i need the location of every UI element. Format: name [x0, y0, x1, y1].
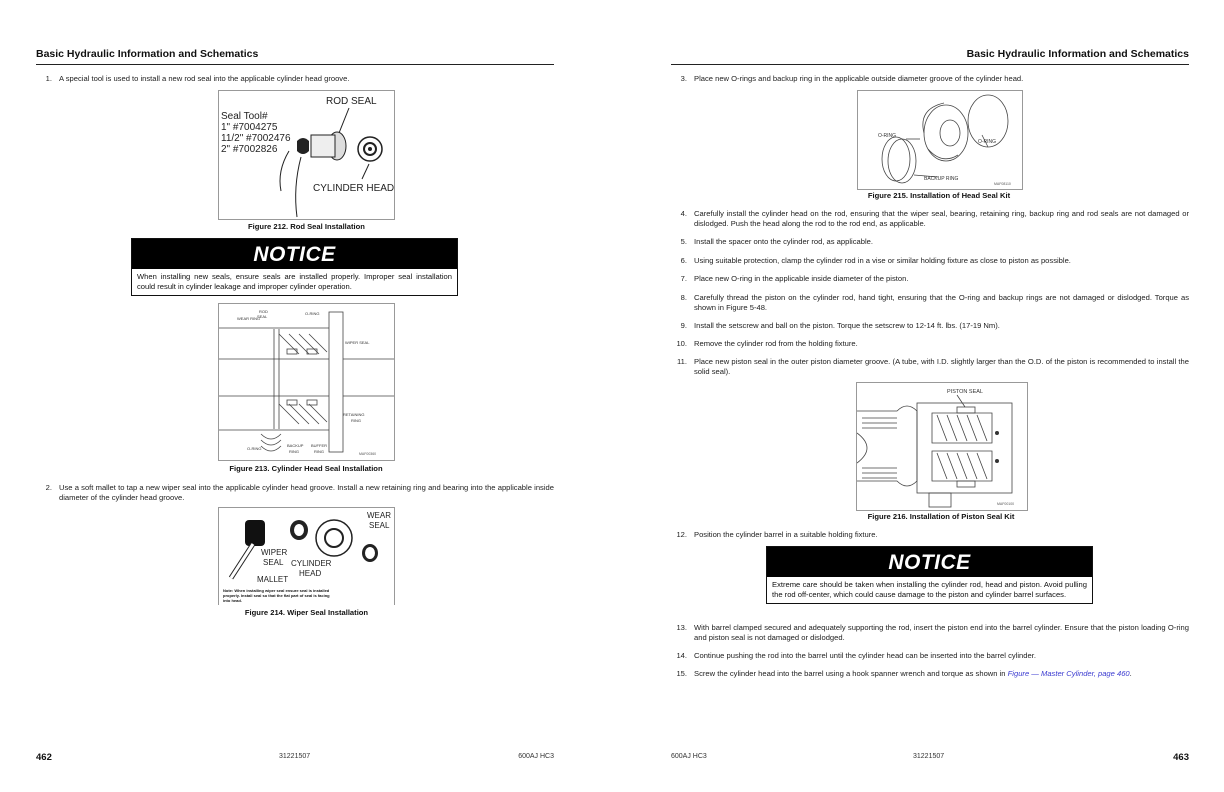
note-line-3: into head.	[223, 598, 242, 603]
label-piston-seal: PISTON SEAL	[947, 389, 983, 395]
label-retaining-ring: RING	[351, 418, 361, 423]
figure-215-caption: Figure 215. Installation of Head Seal Kit	[867, 191, 1011, 200]
step-number: 7.	[680, 274, 687, 283]
label-tool-3: 2" #7002826	[221, 144, 278, 155]
label-o-ring-left: O-RING	[878, 133, 897, 139]
step-number: 13.	[676, 623, 687, 632]
step-number: 12.	[676, 530, 687, 539]
figure-214-caption: Figure 214. Wiper Seal Installation	[244, 608, 369, 617]
section-header: Basic Hydraulic Information and Schematics	[966, 48, 1189, 60]
cylinder-head-seal-diagram	[219, 304, 394, 460]
step-text: Place new O-ring in the applicable inside diameter of the piston.	[694, 274, 909, 283]
label-tool-2: 11/2" #7002476	[221, 133, 291, 144]
label-tool-1: 1" #7004275	[221, 122, 278, 133]
label-retaining: RETAINING	[343, 412, 365, 417]
step-number: 1.	[45, 74, 52, 83]
step-number: 5.	[680, 237, 687, 246]
step-text	[694, 669, 1189, 679]
step-number: 3.	[680, 74, 687, 83]
figure-code: MAF00100	[997, 502, 1015, 506]
note-line-2: properly. Install seal so that the flat part of seal is facing	[223, 593, 330, 598]
step-number: 4.	[680, 209, 687, 218]
page-number: 463	[1173, 752, 1189, 763]
notice-title: NOTICE	[132, 239, 457, 269]
label-wiper-seal: WIPER SEAL	[345, 340, 370, 345]
right-page	[671, 0, 1189, 792]
step-number: 8.	[680, 293, 687, 302]
note-line-1: Note: When installing wiper seal ensure seal is installed	[223, 588, 330, 593]
step-text: Use a soft mallet to tap a new wiper seal into the applicable cylinder head groove. Install a new retaining ring and bearing into the applicable inside diameter of the cylinder head groove.	[59, 483, 554, 502]
piston-seal-diagram	[857, 383, 1027, 510]
step-text-end: .	[1129, 669, 1132, 678]
step-number: 9.	[680, 321, 687, 330]
label-wiper: WIPER	[261, 548, 288, 557]
figure-code: MAF08110	[994, 182, 1011, 186]
step-text: Install the setscrew and ball on the piston. Torque the setscrew to 12-14 ft. lbs. (17-19 Nm).	[694, 321, 1000, 330]
section-header: Basic Hydraulic Information and Schematics	[36, 48, 259, 60]
head-seal-kit-illustration	[858, 91, 1022, 189]
step-number: 10.	[676, 339, 687, 348]
step-text: Continue pushing the rod into the barrel until the cylinder head can be inserted into the barrel cylinder.	[694, 651, 1036, 660]
figure-reference-link[interactable]: Figure — Master Cylinder, page 460	[1007, 669, 1130, 678]
step-text-main: Screw the cylinder head into the barrel using a hook spanner wrench and torque as shown in	[694, 669, 1008, 678]
figure-213-caption: Figure 213. Cylinder Head Seal Installation	[229, 464, 383, 473]
step-text: A special tool is used to install a new rod seal into the applicable cylinder head groove.	[59, 74, 350, 83]
label-o-ring-bottom: O-RING	[247, 446, 262, 451]
step-number: 15.	[676, 669, 687, 678]
label-cylinder: CYLINDER	[291, 559, 332, 568]
label-rod-seal: ROD SEAL	[326, 96, 377, 107]
label-o-ring-top: O-RING	[305, 311, 320, 316]
doc-number: 31221507	[279, 753, 311, 760]
label-wear: WEAR	[367, 511, 391, 520]
label-seal: SEAL	[257, 314, 268, 319]
step-number: 6.	[680, 256, 687, 265]
figure-216-image	[856, 382, 1028, 511]
page-number: 462	[36, 752, 52, 763]
step-text: Carefully thread the piston on the cylinder rod, hand tight, ensuring that the O-ring and backup rings are not damaged or dislodged. Torque as shown in Figure 5-48.	[694, 293, 1189, 312]
label-buffer-ring: RING	[314, 449, 324, 454]
step-text: Place new piston seal in the outer piston diameter groove. (A tube, with I.D. slightly larger than the O.D. of the piston is recommended to install the solid seal).	[694, 357, 1189, 376]
label-tool-title: Seal Tool#	[221, 111, 268, 122]
wiper-seal-illustration	[219, 508, 394, 605]
label-cylinder-head: CYLINDER HEAD	[313, 183, 394, 194]
notice-box	[131, 238, 458, 296]
notice-title: NOTICE	[767, 547, 1092, 577]
label-rod: ROD	[259, 309, 268, 314]
label-backup-ring: RING	[289, 449, 299, 454]
left-page	[36, 0, 554, 792]
label-buffer: BUFFER	[311, 443, 327, 448]
header-rule	[36, 64, 554, 65]
model-name: 600AJ HC3	[671, 753, 707, 760]
figure-215-image	[857, 90, 1023, 190]
step-text: Remove the cylinder rod from the holding fixture.	[694, 339, 858, 348]
step-number: 2.	[45, 483, 52, 492]
step-number: 14.	[676, 651, 687, 660]
step-text: With barrel clamped secured and adequately supporting the rod, insert the piston end into the barrel cylinder. Ensure that the piston loading O-ring and piston seal is not damaged or dislodged.	[694, 623, 1189, 642]
notice-box	[766, 546, 1093, 604]
notice-text: When installing new seals, ensure seals are installed properly. Improper seal installation could result in cylinder leakage and improper cylinder operation.	[137, 272, 452, 291]
label-o-ring-right: O-RING	[978, 139, 997, 145]
label-wear-seal: SEAL	[369, 521, 390, 530]
model-name: 600AJ HC3	[518, 753, 554, 760]
doc-number: 31221507	[913, 753, 945, 760]
figure-212-image	[218, 90, 395, 220]
figure-214-image	[218, 507, 395, 605]
step-text: Place new O-rings and backup ring in the applicable outside diameter groove of the cylinder head.	[694, 74, 1024, 83]
step-text: Using suitable protection, clamp the cylinder rod in a vise or similar holding fixture as close to piston as possible.	[694, 256, 1071, 265]
notice-text: Extreme care should be taken when installing the cylinder rod, head and piston. Avoid pulling the rod off-center, which could cause damage to the piston and cylinder barrel surfaces.	[772, 580, 1087, 599]
label-backup-ring: BACKUP RING	[924, 176, 959, 182]
label-wiper-seal: SEAL	[263, 558, 284, 567]
rod-seal-illustration	[219, 91, 394, 219]
label-head: HEAD	[299, 569, 322, 578]
label-mallet: MALLET	[257, 575, 289, 584]
label-backup: BACKUP	[287, 443, 304, 448]
label-wear-ring: WEAR RING	[237, 316, 261, 321]
figure-212-caption: Figure 212. Rod Seal Installation	[248, 222, 365, 231]
step-text: Install the spacer onto the cylinder rod, as applicable.	[694, 237, 873, 246]
step-number: 11.	[677, 357, 687, 366]
figure-213-image	[218, 303, 395, 461]
step-text: Carefully install the cylinder head on the rod, ensuring that the wiper seal, bearing, retaining ring, backup ring and rod seals are not damaged or dislodged. Push the head along the rod to the rod end, as applicable.	[694, 209, 1189, 228]
header-rule	[671, 64, 1189, 65]
figure-code: MAF00360	[359, 452, 377, 456]
step-text: Position the cylinder barrel in a suitable holding fixture.	[694, 530, 878, 539]
figure-216-caption: Figure 216. Installation of Piston Seal Kit	[867, 512, 1015, 521]
